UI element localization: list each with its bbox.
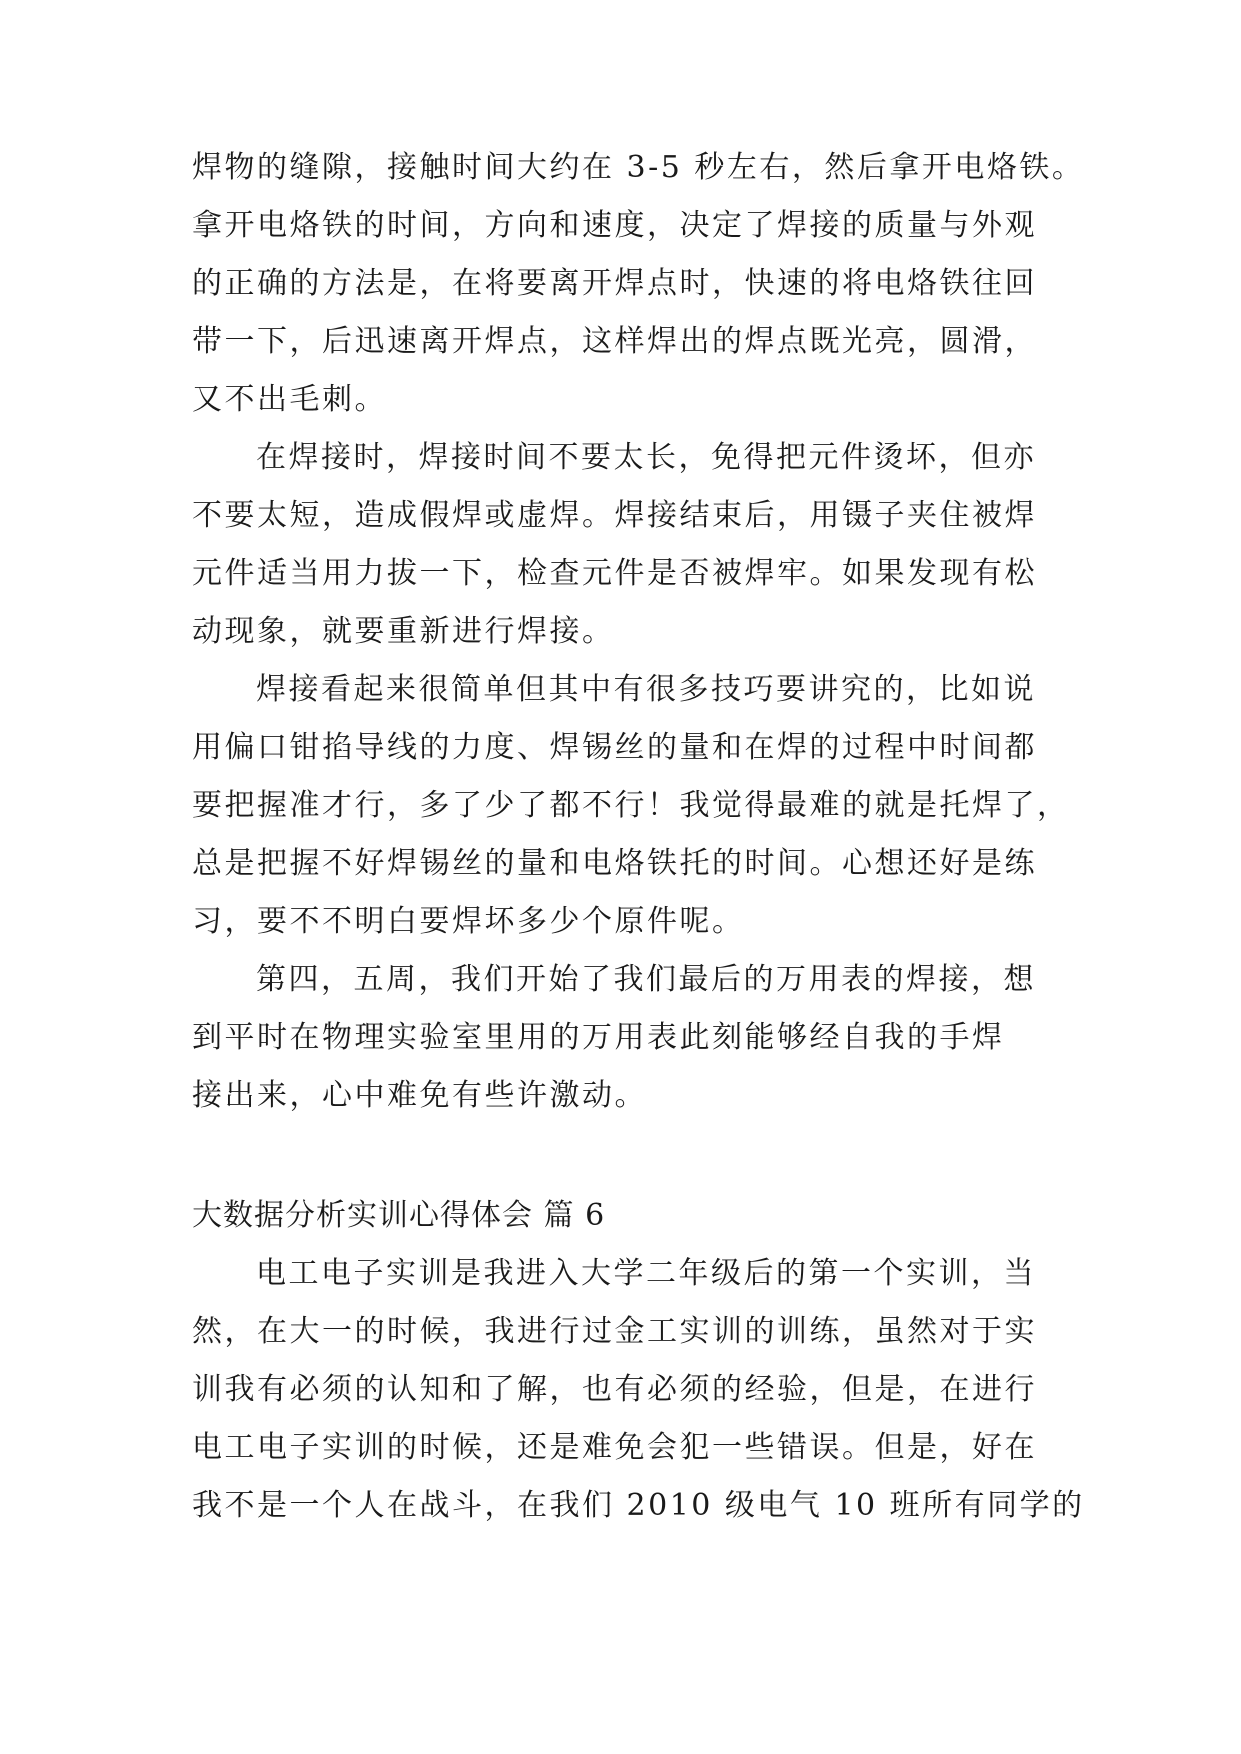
text-line: 用偏口钳掐导线的力度、焊锡丝的量和在焊的过程中时间都 [192, 730, 1037, 765]
text-line: 带一下，后迅速离开焊点，这样焊出的焊点既光亮，圆滑， [192, 324, 1037, 359]
text-line: 习，要不不明白要焊坏多少个原件呢。 [192, 904, 745, 939]
text-line: 总是把握不好焊锡丝的量和电烙铁托的时间。心想还好是练 [192, 846, 1037, 881]
text-line: 焊物的缝隙，接触时间大约在 3-5 秒左右，然后拿开电烙铁。 [192, 150, 1085, 185]
text-line: 接出来，心中难免有些许激动。 [192, 1078, 647, 1113]
text-line: 电工电子实训是我进入大学二年级后的第一个实训，当 [256, 1256, 1036, 1291]
text-line: 到平时在物理实验室里用的万用表此刻能够经自我的手焊 [192, 1020, 1005, 1055]
text-line: 焊接看起来很简单但其中有很多技巧要讲究的，比如说 [256, 672, 1036, 707]
text-line: 要把握准才行，多了少了都不行！我觉得最难的就是托焊了， [192, 788, 1070, 823]
text-line: 然，在大一的时候，我进行过金工实训的训练，虽然对于实 [192, 1314, 1037, 1349]
text-line: 元件适当用力拔一下，检查元件是否被焊牢。如果发现有松 [192, 556, 1037, 591]
text-line: 我不是一个人在战斗，在我们 2010 级电气 10 班所有同学的 [192, 1488, 1085, 1523]
text-line: 训我有必须的认知和了解，也有必须的经验，但是，在进行 [192, 1372, 1037, 1407]
text-line: 的正确的方法是，在将要离开焊点时，快速的将电烙铁往回 [192, 266, 1037, 301]
text-line: 电工电子实训的时候，还是难免会犯一些错误。但是，好在 [192, 1430, 1037, 1465]
text-line: 第四，五周，我们开始了我们最后的万用表的焊接，想 [256, 962, 1036, 997]
text-line: 不要太短，造成假焊或虚焊。焊接结束后，用镊子夹住被焊 [192, 498, 1037, 533]
text-line: 动现象，就要重新进行焊接。 [192, 614, 615, 649]
text-line: 又不出毛刺。 [192, 382, 387, 417]
text-line: 在焊接时，焊接时间不要太长，免得把元件烫坏，但亦 [256, 440, 1036, 475]
text-line: 拿开电烙铁的时间，方向和速度，决定了焊接的质量与外观 [192, 208, 1037, 243]
section-heading: 大数据分析实训心得体会 篇 6 [192, 1198, 606, 1233]
